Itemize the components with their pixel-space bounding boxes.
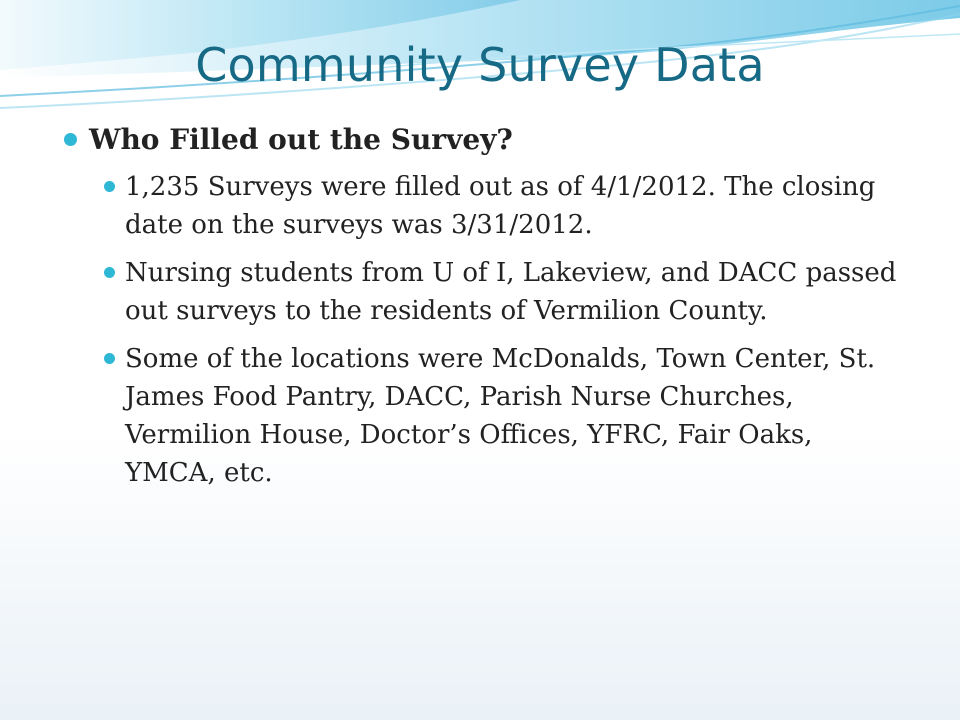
bullet-text: Nursing students from U of I, Lakeview, and DACC passed out surveys to the residents of Vermilion County. [125, 258, 897, 326]
section-heading: Who Filled out the Survey? [89, 123, 513, 156]
slide-title: Community Survey Data [195, 38, 765, 92]
bullet-text: 1,235 Surveys were filled out as of 4/1/2012. The closing date on the surveys was 3/31/2012. [125, 172, 876, 240]
bullet-text: Some of the locations were McDonalds, Town Center, St. James Food Pantry, DACC, Parish Nurse Churches, Vermilion House, Doctor’s Offices, YFRC, Fair Oaks, YMCA, etc. [125, 344, 876, 488]
list-item [98, 168, 898, 244]
list-item [98, 340, 898, 492]
bullet-dot-icon [104, 181, 115, 192]
bullet-list [98, 168, 898, 492]
bullet-dot-icon [104, 267, 115, 278]
heading-bullet [60, 120, 920, 160]
bullet-dot-icon [104, 353, 115, 364]
slide-body [60, 120, 920, 502]
list-item [98, 254, 898, 330]
bullet-dot-icon [64, 133, 77, 146]
